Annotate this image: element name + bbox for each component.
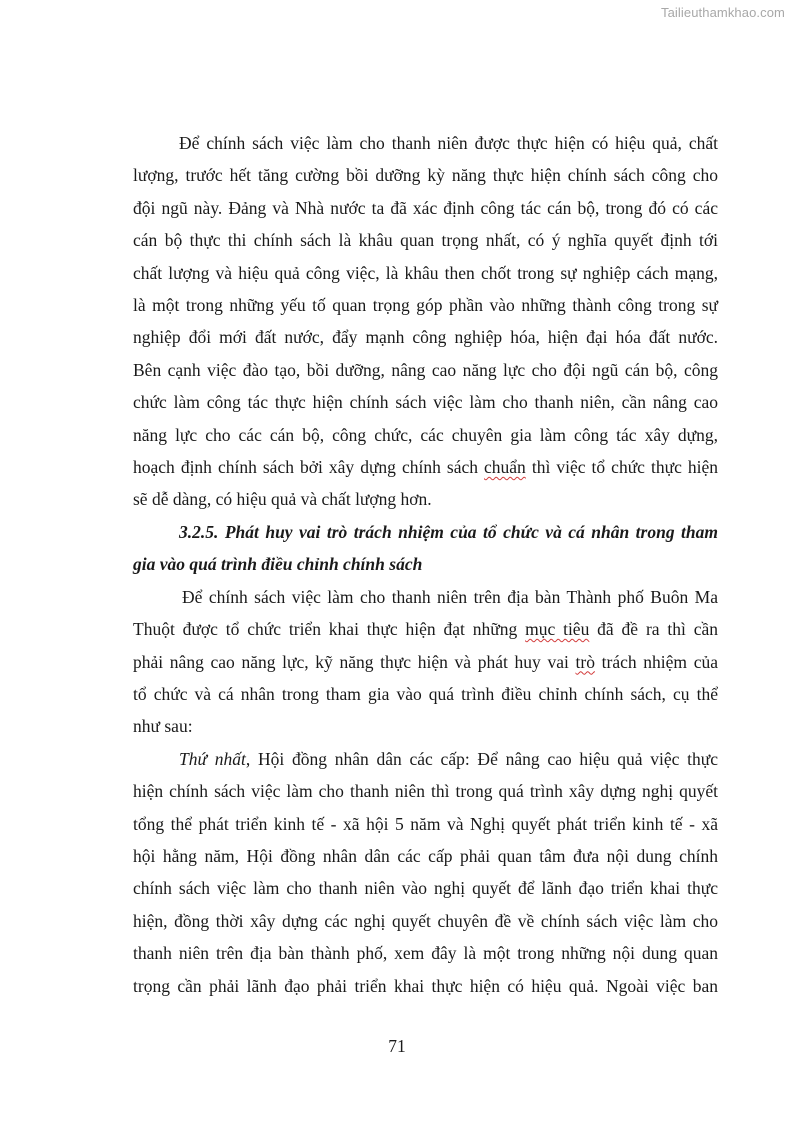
- text-line: trọng cần phải lãnh đạo phải triển khai thực hiện có hiệu quả. Ngoài việc ban: [133, 975, 718, 996]
- text-line: chức làm công tác thực hiện chính sách việc làm cho thanh niên, cần nâng cao: [133, 392, 718, 413]
- text-fragment: trách nhiệm của: [594, 651, 718, 672]
- text-line: hội hằng năm, Hội đồng nhân dân các cấp phải quan tâm đưa nội dung chính: [133, 845, 718, 866]
- text-line: [133, 646, 718, 678]
- text-line: như sau:: [133, 716, 193, 737]
- text-line: năng lực cho các cán bộ, công chức, các chuyên gia làm công tác xây dựng,: [133, 424, 718, 445]
- text-fragment: thì việc tổ chức thực hiện: [525, 457, 719, 478]
- text-line: Bên cạnh việc đào tạo, bồi dưỡng, nâng cao năng lực cho đội ngũ cán bộ, công: [133, 359, 718, 380]
- page-number: 71: [388, 1036, 406, 1056]
- paragraph-1: [133, 127, 718, 516]
- text-line: [133, 613, 718, 645]
- text-line: tổ chức và cá nhân trong tham gia vào quá trình điều chỉnh chính sách, cụ thể: [133, 683, 718, 704]
- text-line: đội ngũ này. Đảng và Nhà nước ta đã xác định công tác cán bộ, trong đó có các: [133, 197, 718, 218]
- text-line: tổng thể phát triển kinh tế - xã hội 5 năm và Nghị quyết phát triển kinh tế - xã: [133, 813, 718, 834]
- heading-line: gia vào quá trình điều chỉnh chính sách: [133, 554, 423, 575]
- text-line: nghiệp đổi mới đất nước, đẩy mạnh công nghiệp hóa, hiện đại hóa đất nước.: [133, 327, 718, 348]
- paragraph-3: [133, 743, 718, 1002]
- text-fragment: Thuột được tổ chức triển khai thực hiện đạt những: [133, 619, 526, 640]
- document-body: [133, 127, 718, 1002]
- text-line: chính sách việc làm cho thanh niên vào nghị quyết để lãnh đạo triển khai thực: [133, 878, 718, 899]
- text-line: hiện, đồng thời xây dựng các nghị quyết chuyên đề về chính sách việc làm cho: [133, 910, 718, 931]
- text-line: Để chính sách việc làm cho thanh niên được thực hiện có hiệu quả, chất: [179, 133, 718, 153]
- text-line: hiện chính sách việc làm cho thanh niên thì trong quá trình xây dựng nghị quyết: [133, 781, 718, 802]
- text-line: [133, 451, 718, 483]
- text-line: cán bộ thực thi chính sách là khâu quan trọng nhất, có ý nghĩa quyết định tới: [133, 230, 718, 251]
- text-fragment: phải nâng cao năng lực, kỹ năng thực hiện và phát huy vai: [133, 651, 576, 672]
- emphasis-text: Thứ nhất: [179, 748, 246, 769]
- text-line: [133, 743, 718, 775]
- watermark: Tailieuthamkhao.com: [660, 5, 785, 20]
- paragraph-2: [133, 581, 718, 743]
- text-line: thanh niên trên địa bàn thành phố, xem đây là một trong những nội dung quan: [133, 943, 718, 964]
- text-fragment: , Hội đồng nhân dân các cấp: Để nâng cao hiệu quả việc thực: [245, 748, 718, 769]
- section-heading: [133, 516, 718, 581]
- text-line: Để chính sách việc làm cho thanh niên trên địa bàn Thành phố Buôn Ma: [182, 586, 718, 607]
- text-fragment: đã đề ra thì cần: [589, 619, 719, 640]
- text-line: chất lượng và hiệu quả công việc, là khâu then chốt trong sự nghiệp cách mạng,: [133, 262, 718, 283]
- spellcheck-word: mục tiêu: [525, 619, 590, 640]
- text-fragment: hoạch định chính sách bởi xây dựng chính sách: [133, 457, 485, 478]
- spellcheck-word: chuẩn: [484, 457, 526, 478]
- text-line: sẽ dễ dàng, có hiệu quả và chất lượng hơn.: [133, 489, 432, 510]
- spellcheck-word: trò: [575, 651, 595, 672]
- text-line: là một trong những yếu tố quan trọng góp phần vào những thành công trong sự: [133, 295, 718, 316]
- heading-line: 3.2.5. Phát huy vai trò trách nhiệm của tổ chức và cá nhân trong tham: [179, 521, 718, 542]
- text-line: lượng, trước hết tăng cường bồi dưỡng kỳ năng thực hiện chính sách công cho: [133, 165, 718, 186]
